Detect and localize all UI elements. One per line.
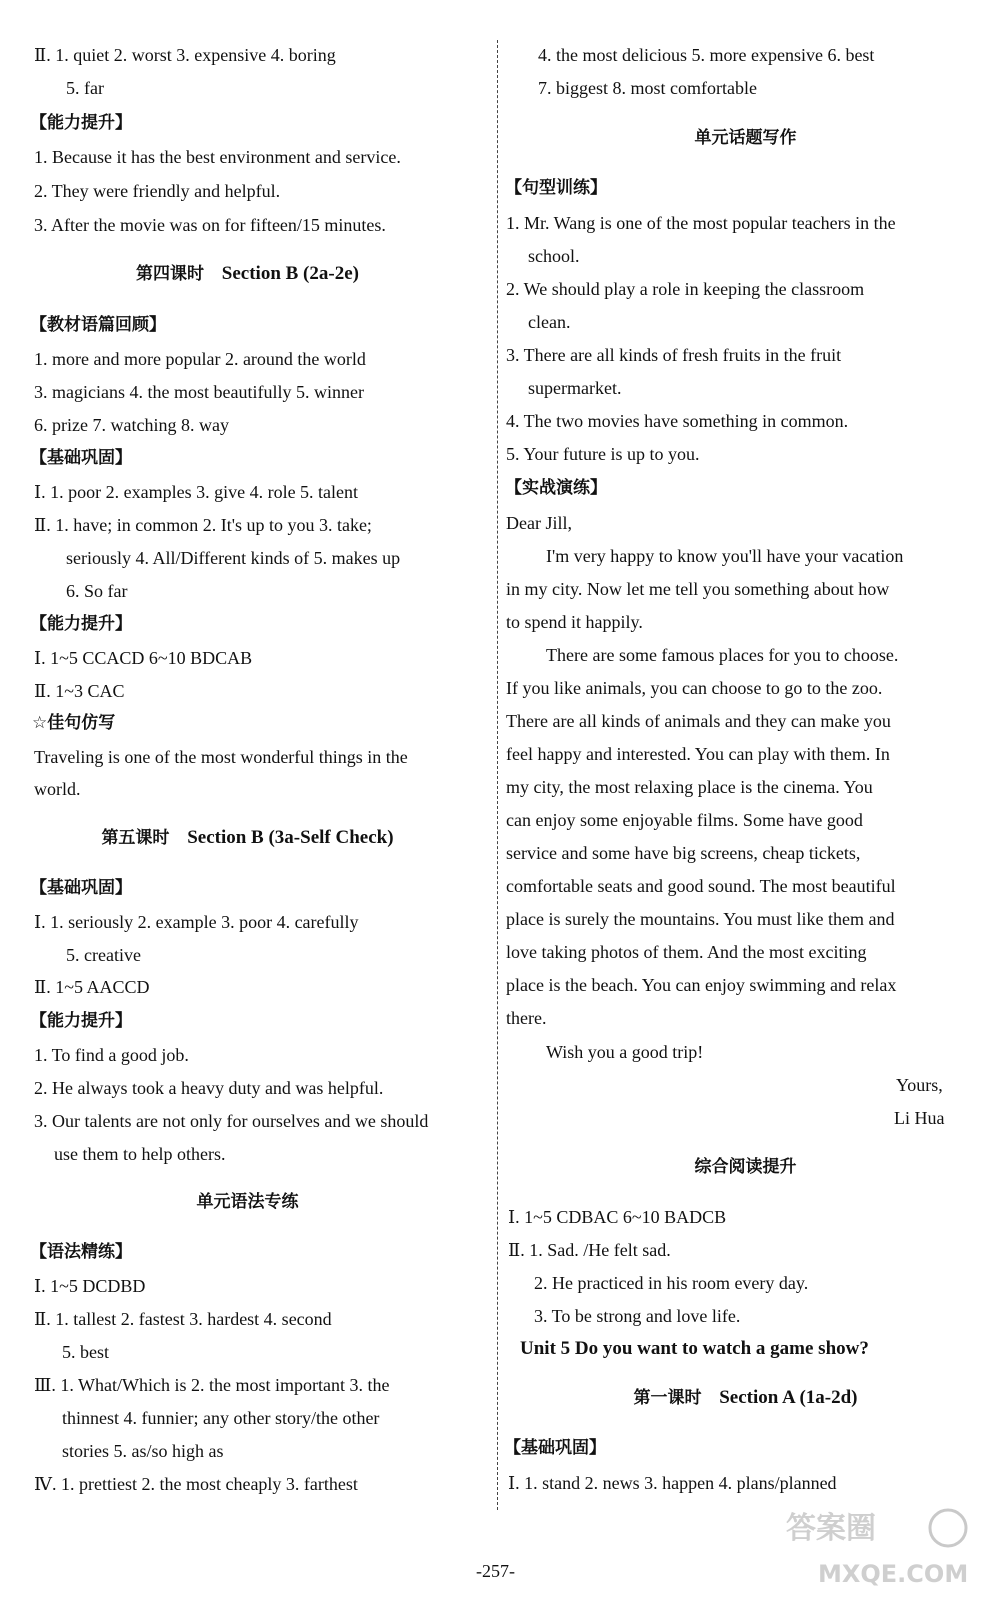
answer-line: 5. Your future is up to you. [506,444,700,464]
section-heading: 【语法精练】 [30,1242,132,1262]
letter-line: Wish you a good trip! [546,1042,704,1062]
answer-line: 3. magicians 4. the most beautifully 5. winner [34,382,364,402]
answer-line: Ⅱ. 1~3 CAC [34,681,125,701]
answer-line: 7. biggest 8. most comfortable [538,78,757,98]
letter-line: I'm very happy to know you'll have your vacation [546,546,904,566]
answer-line: Ⅰ. 1~5 CDBAC 6~10 BADCB [508,1207,727,1227]
reading-title: 综合阅读提升 [694,1157,797,1177]
letter-line: If you like animals, you can choose to go to the zoo. [506,678,883,698]
answer-line: Ⅱ. 1. have; in common 2. It's up to you 3. take; [34,515,372,535]
answer-line: 3. There are all kinds of fresh fruits in the fruit [506,345,842,365]
letter-line: to spend it happily. [506,612,643,632]
answer-line: Ⅱ. 1~5 AACCD [34,977,150,997]
answer-line: 6. prize 7. watching 8. way [34,415,229,435]
letter-line: my city, the most relaxing place is the cinema. You [506,777,873,797]
answer-line: 1. more and more popular 2. around the world [34,349,366,369]
answer-line: school. [528,246,580,266]
section-heading: 【能力提升】 [30,614,132,634]
section-heading: 【能力提升】 [30,1011,132,1031]
section-heading: ☆佳句仿写 [32,713,116,733]
answer-line: 2. We should play a role in keeping the classroom [506,279,865,299]
answer-line: supermarket. [528,378,622,398]
answer-line: Ⅳ. 1. prettiest 2. the most cheaply 3. farthest [34,1474,358,1494]
answer-line: 6. So far [66,581,128,601]
answer-line: Ⅰ. 1. poor 2. examples 3. give 4. role 5. talent [34,482,359,502]
letter-line: There are some famous places for you to choose. [546,645,899,665]
answer-line: 1. Because it has the best environment and service. [34,147,401,167]
answer-line: Ⅱ. 1. Sad. /He felt sad. [508,1240,671,1260]
answer-line: world. [34,779,81,799]
answer-line: 3. To be strong and love life. [534,1306,741,1326]
answer-line: Ⅱ. 1. quiet 2. worst 3. expensive 4. boring [34,45,336,65]
lesson-title-cn: 第五课时 [101,828,170,848]
answer-line: 5. creative [66,945,141,965]
lesson-title-cn: 第一课时 [633,1388,702,1408]
letter-line: love taking photos of them. And the most exciting [506,942,867,962]
answer-line: Traveling is one of the most wonderful things in the [34,747,408,767]
lesson-title-en: Section B (3a-Self Check) [187,827,394,848]
answer-line: thinnest 4. funnier; any other story/the other [62,1408,380,1428]
letter-line: can enjoy some enjoyable films. Some have good [506,810,863,830]
letter-line: There are all kinds of animals and they can make you [506,711,891,731]
grammar-title: 单元语法专练 [196,1192,299,1212]
answer-line: 1. Mr. Wang is one of the most popular teachers in the [506,213,896,233]
letter-line: place is the beach. You can enjoy swimming and relax [506,975,897,995]
lesson-title-cn: 第四课时 [136,264,205,284]
section-heading: 【基础巩固】 [30,448,132,468]
writing-title: 单元话题写作 [694,128,797,148]
section-heading: 【教材语篇回顾】 [30,315,166,335]
lesson-title [0,826,495,850]
letter-salutation: Dear Jill, [506,513,572,533]
section-heading: 【基础巩固】 [30,878,132,898]
letter-signature: Li Hua [894,1108,945,1128]
answer-line: stories 5. as/so high as [62,1441,224,1461]
answer-line: Ⅱ. 1. tallest 2. fastest 3. hardest 4. second [34,1309,332,1329]
letter-line: in my city. Now let me tell you something about how [506,579,890,599]
letter-line: feel happy and interested. You can play with them. In [506,744,890,764]
answer-line: 4. the most delicious 5. more expensive 6. best [538,45,875,65]
answer-line: use them to help others. [54,1144,226,1164]
lesson-title [500,1386,991,1410]
answer-line: clean. [528,312,571,332]
letter-line: comfortable seats and good sound. The most beautiful [506,876,896,896]
section-heading: 【句型训练】 [505,178,607,198]
lesson-title [0,262,495,286]
answer-line: Ⅰ. 1. seriously 2. example 3. poor 4. carefully [34,912,359,932]
column-divider [497,40,498,1510]
answer-line: 3. Our talents are not only for ourselves and we should [34,1111,429,1131]
letter-line: service and some have big screens, cheap tickets, [506,843,861,863]
answer-line: seriously 4. All/Different kinds of 5. makes up [66,548,401,568]
letter-closing: Yours, [896,1075,943,1095]
page-number: -257- [476,1561,515,1581]
svg-text:MXQE.COM: MXQE.COM [818,1560,969,1588]
answer-line: 5. best [62,1342,109,1362]
svg-text:答案圈: 答案圈 [786,1511,876,1546]
answer-line: 3. After the movie was on for fifteen/15 minutes. [34,215,386,235]
section-heading: 【基础巩固】 [504,1438,606,1458]
watermark-logo [778,1500,978,1595]
letter-line: place is surely the mountains. You must like them and [506,909,895,929]
answer-line: Ⅲ. 1. What/Which is 2. the most important 3. the [34,1375,390,1395]
answer-line: 5. far [66,78,104,98]
section-heading: 【能力提升】 [30,113,132,133]
answer-line: Ⅰ. 1~5 DCDBD [34,1276,146,1296]
answer-line: 2. They were friendly and helpful. [34,181,281,201]
section-heading: 【实战演练】 [505,478,607,498]
lesson-title-en: Section A (1a-2d) [719,1387,858,1408]
answer-line: Ⅰ. 1. stand 2. news 3. happen 4. plans/planned [508,1473,837,1493]
lesson-title-en: Section B (2a-2e) [221,263,359,284]
answer-line: 2. He practiced in his room every day. [534,1273,809,1293]
answer-line: 2. He always took a heavy duty and was helpful. [34,1078,384,1098]
unit-title: Unit 5 Do you want to watch a game show? [520,1338,869,1359]
answer-line: 1. To find a good job. [34,1045,189,1065]
answer-line: Ⅰ. 1~5 CCACD 6~10 BDCAB [34,648,253,668]
answer-line: 4. The two movies have something in common. [506,411,849,431]
letter-line: there. [506,1008,547,1028]
